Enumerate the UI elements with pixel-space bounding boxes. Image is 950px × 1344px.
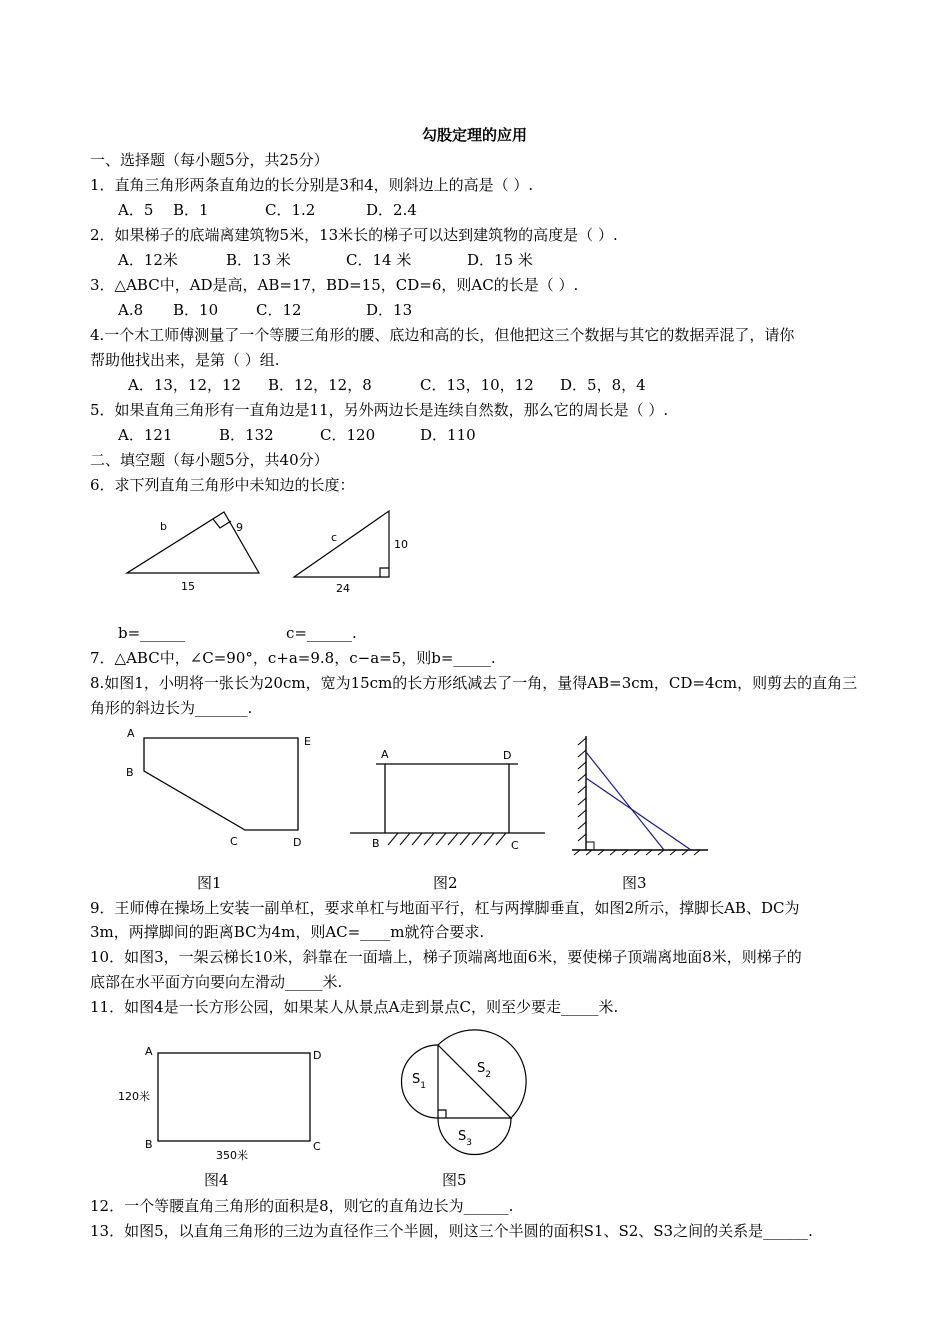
fig5-semicircle-s1 bbox=[402, 1045, 439, 1118]
fig2-ground-hatching bbox=[388, 833, 506, 845]
fig5-label-s1: $S_1$ bbox=[412, 1072, 426, 1091]
q5-option-d: D．110 bbox=[420, 426, 476, 444]
q1-option-a: A．5 bbox=[118, 201, 154, 219]
q6-label-10: 10 bbox=[394, 538, 408, 551]
fig4-label-base: 350米 bbox=[216, 1149, 248, 1162]
fig3-caption: 图3 bbox=[622, 874, 647, 892]
question-10-line1: 10．如图3，一架云梯长10米，斜靠在一面墙上，梯子顶端离地面6米，要使梯子顶端离地面8米，则梯子的 bbox=[90, 948, 802, 966]
section-fill: 二、填空题（每小题5分，共40分） bbox=[90, 451, 329, 469]
fig3-ladder-1 bbox=[586, 752, 664, 850]
q5-option-a: A．121 bbox=[118, 426, 173, 444]
fig5-semicircle-s2 bbox=[438, 1030, 526, 1118]
q4-option-d: D．5，8，4 bbox=[560, 376, 646, 394]
q6-triangle-c-right-angle bbox=[380, 568, 389, 577]
question-2: 2．如果梯子的底端离建筑物5米，13米长的梯子可以达到建筑物的高度是（ ）. bbox=[90, 226, 618, 244]
question-8-line2: 角形的斜边长为_______. bbox=[90, 699, 253, 717]
question-4-line2: 帮助他找出来，是第（ ）组. bbox=[90, 351, 280, 369]
q6-label-c: c bbox=[331, 531, 338, 544]
fig4-label-b: B bbox=[145, 1138, 153, 1151]
fig3-ladder-2 bbox=[586, 778, 691, 850]
fig1-pentagon bbox=[144, 738, 298, 830]
fig1-label-e: E bbox=[304, 735, 311, 748]
q4-option-b: B．12，12，8 bbox=[268, 376, 372, 394]
fig1-label-b: B bbox=[126, 766, 134, 779]
question-10-line2: 底部在水平面方向要向左滑动_____米. bbox=[90, 973, 343, 991]
fig4-label-side: 120米 bbox=[118, 1090, 150, 1103]
q2-option-a: A．12米 bbox=[118, 251, 178, 269]
fig4-label-a: A bbox=[145, 1045, 153, 1058]
fig4-label-c: C bbox=[313, 1140, 321, 1153]
q4-option-a: A．13，12，12 bbox=[128, 376, 242, 394]
question-1: 1．直角三角形两条直角边的长分别是3和4，则斜边上的高是（ ）. bbox=[90, 176, 534, 194]
q5-option-c: C．120 bbox=[320, 426, 376, 444]
q5-option-b: B．132 bbox=[219, 426, 274, 444]
question-4-line1: 4.一个木工师傅测量了一个等腰三角形的腰、底边和高的长，但他把这三个数据与其它的数据弄混了，请你 bbox=[90, 326, 795, 344]
page-title: 勾股定理的应用 bbox=[422, 126, 528, 144]
q2-option-d: D．15 米 bbox=[467, 251, 533, 269]
fig3-wall-hatching bbox=[578, 738, 586, 841]
question-12: 12．一个等腰直角三角形的面积是8，则它的直角边长为______. bbox=[90, 1197, 514, 1215]
fig5-label-s2: $S_2$ bbox=[477, 1061, 491, 1080]
q6-triangle-b bbox=[127, 512, 259, 573]
fig1-label-a: A bbox=[127, 727, 135, 740]
question-11: 11．如图4是一长方形公园，如果某人从景点A走到景点C，则至少要走_____米. bbox=[90, 998, 619, 1016]
question-9-line2: 3m，两撑脚间的距离BC为4m，则AC=____m就符合要求. bbox=[90, 923, 485, 941]
question-3: 3．△ABC中，AD是高，AB=17，BD=15，CD=6，则AC的长是（ ）. bbox=[90, 276, 579, 294]
fig2-label-a: A bbox=[381, 748, 389, 761]
section-choice: 一、选择题（每小题5分，共25分） bbox=[90, 151, 329, 169]
question-9-line1: 9．王师傅在操场上安装一副单杠，要求单杠与地面平行，杠与两撑脚垂直，如图2所示，撑脚长AB、DC为 bbox=[90, 899, 800, 917]
fig5-right-angle bbox=[438, 1110, 446, 1118]
q6-answer-b: b=______ bbox=[118, 624, 186, 642]
q4-option-c: C．13，10，12 bbox=[420, 376, 534, 394]
fig2-label-c: C bbox=[511, 839, 519, 852]
fig5-triangle bbox=[438, 1045, 511, 1118]
q6-label-24: 24 bbox=[336, 582, 350, 595]
q2-option-b: B．13 米 bbox=[226, 251, 291, 269]
question-8-line1: 8.如图1，小明将一张长为20cm，宽为15cm的长方形纸减去了一角，量得AB=3cm，CD=4cm，则剪去的直角三 bbox=[90, 674, 858, 692]
q6-triangle-b-right-angle bbox=[213, 519, 231, 528]
q6-label-b: b bbox=[160, 520, 167, 533]
q6-triangle-c bbox=[294, 511, 389, 577]
q3-option-a: A.8 bbox=[118, 301, 144, 319]
question-6: 6．求下列直角三角形中未知边的长度： bbox=[90, 476, 355, 494]
q6-label-9: 9 bbox=[236, 521, 243, 534]
fig5-semicircle-s3 bbox=[438, 1118, 511, 1155]
q3-option-b: B．10 bbox=[173, 301, 219, 319]
question-7: 7．△ABC中，∠C=90°，c+a=9.8，c−a=5，则b=_____. bbox=[90, 649, 496, 667]
fig4-rectangle bbox=[158, 1053, 310, 1141]
q1-option-d: D．2.4 bbox=[366, 201, 417, 219]
fig2-label-d: D bbox=[503, 749, 512, 762]
question-13: 13．如图5，以直角三角形的三边为直径作三个半圆，则这三个半圆的面积S1、S2、S3之间的关系是______. bbox=[90, 1222, 813, 1240]
q2-option-c: C．14 米 bbox=[346, 251, 412, 269]
q1-option-c: C．1.2 bbox=[265, 201, 316, 219]
question-5: 5．如果直角三角形有一直角边是11，另外两边长是连续自然数，那么它的周长是（ ）. bbox=[90, 401, 669, 419]
q3-option-d: D．13 bbox=[366, 301, 413, 319]
q6-answer-c: c=______. bbox=[286, 624, 357, 642]
fig4-label-d: D bbox=[313, 1049, 322, 1062]
q1-option-b: B．1 bbox=[173, 201, 209, 219]
fig4-caption: 图4 bbox=[204, 1171, 229, 1189]
fig5-caption: 图5 bbox=[442, 1171, 467, 1189]
fig2-label-b: B bbox=[372, 837, 380, 850]
fig5-label-s3: $S_3$ bbox=[458, 1129, 472, 1148]
fig3-ground-hatching bbox=[574, 850, 700, 855]
q6-label-15: 15 bbox=[181, 580, 195, 593]
fig3-right-angle bbox=[586, 842, 594, 850]
fig1-label-d: D bbox=[293, 836, 302, 849]
fig1-caption: 图1 bbox=[197, 874, 222, 892]
fig2-caption: 图2 bbox=[433, 874, 458, 892]
q3-option-c: C．12 bbox=[256, 301, 302, 319]
fig1-label-c: C bbox=[230, 835, 238, 848]
